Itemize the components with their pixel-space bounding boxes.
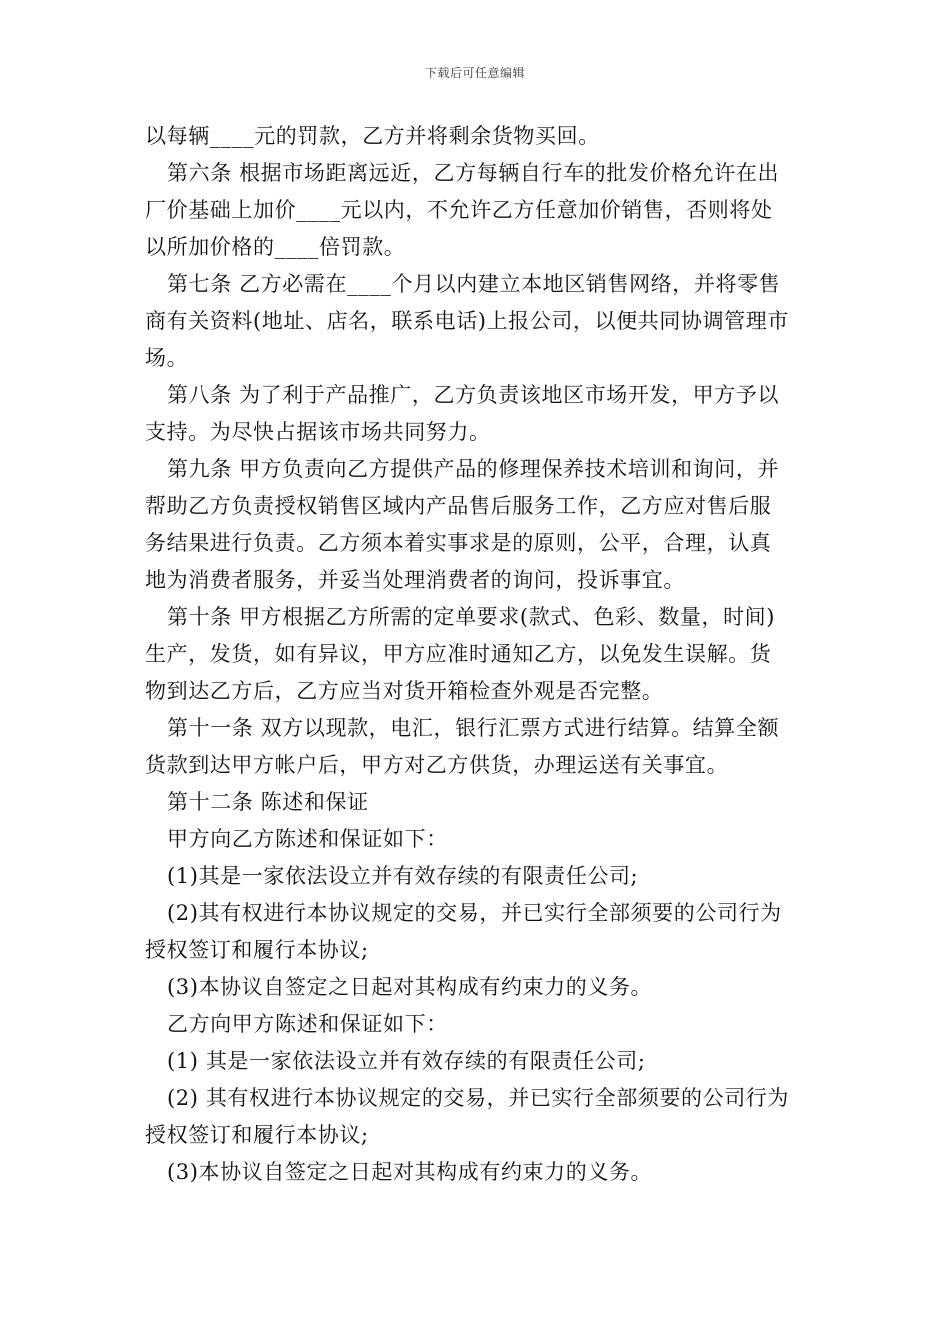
list-item: (3)本协议自签定之日起对其构成有约束力的义务。 xyxy=(167,975,653,999)
article-11-line: 第十一条 双方以现款，电汇，银行汇票方式进行结算。结算全额 xyxy=(167,716,780,740)
text-line: 授权签订和履行本协议; xyxy=(145,938,369,962)
text-line: 场。 xyxy=(145,346,189,370)
text-line: 以每辆____元的罚款，乙方并将剩余货物买回。 xyxy=(145,124,600,148)
article-8-line: 第八条 为了利于产品推广，乙方负责该地区市场开发，甲方予以 xyxy=(167,383,780,407)
list-item: (2)其有权进行本协议规定的交易，并已实行全部须要的公司行为 xyxy=(167,901,782,925)
text-line: 物到达乙方后，乙方应当对货开箱检查外观是否完整。 xyxy=(145,679,664,703)
text-line: 支持。为尽快占据该市场共同努力。 xyxy=(145,420,491,444)
party-a-statement-intro: 甲方向乙方陈述和保证如下： xyxy=(167,827,448,851)
article-7-line: 第七条 乙方必需在____个月以内建立本地区销售网络，并将零售 xyxy=(167,272,781,296)
list-item: (2) 其有权进行本协议规定的交易，并已实行全部须要的公司行为 xyxy=(167,1086,790,1110)
text-line: 地为消费者服务，并妥当处理消费者的询问，投诉事宜。 xyxy=(145,568,685,592)
article-10-line: 第十条 甲方根据乙方所需的定单要求(款式、色彩、数量，时间) xyxy=(167,605,776,629)
document-body xyxy=(145,118,813,1191)
text-line: 务结果进行负责。乙方须本着实事求是的原则，公平，合理，认真 xyxy=(145,531,772,555)
text-line: 以所加价格的____倍罚款。 xyxy=(145,235,406,259)
text-line: 货款到达甲方帐户后，甲方对乙方供货，办理运送有关事宜。 xyxy=(145,753,729,777)
party-b-statement-intro: 乙方向甲方陈述和保证如下： xyxy=(167,1012,448,1036)
article-12-heading: 第十二条 陈述和保证 xyxy=(167,790,369,814)
list-item: (3)本协议自签定之日起对其构成有约束力的义务。 xyxy=(167,1160,653,1184)
page-header: 下载后可任意编辑 xyxy=(424,66,525,80)
article-9-line: 第九条 甲方负责向乙方提供产品的修理保养技术培训和询问，并 xyxy=(167,457,780,481)
text-line: 商有关资料(地址、店名，联系电话)上报公司，以便共同协调管理市 xyxy=(145,309,789,333)
article-6-line: 第六条 根据市场距离远近，乙方每辆自行车的批发价格允许在出 xyxy=(167,161,780,185)
list-item: (1)其是一家依法设立并有效存续的有限责任公司; xyxy=(167,864,639,888)
text-line: 生产，发货，如有异议，甲方应准时通知乙方，以免发生误解。货 xyxy=(145,642,772,666)
list-item: (1) 其是一家依法设立并有效存续的有限责任公司; xyxy=(167,1049,646,1073)
text-line: 帮助乙方负责授权销售区域内产品售后服务工作，乙方应对售后服 xyxy=(145,494,772,518)
text-line: 授权签订和履行本协议; xyxy=(145,1123,369,1147)
text-line: 厂价基础上加价____元以内，不允许乙方任意加价销售，否则将处 xyxy=(145,198,773,222)
